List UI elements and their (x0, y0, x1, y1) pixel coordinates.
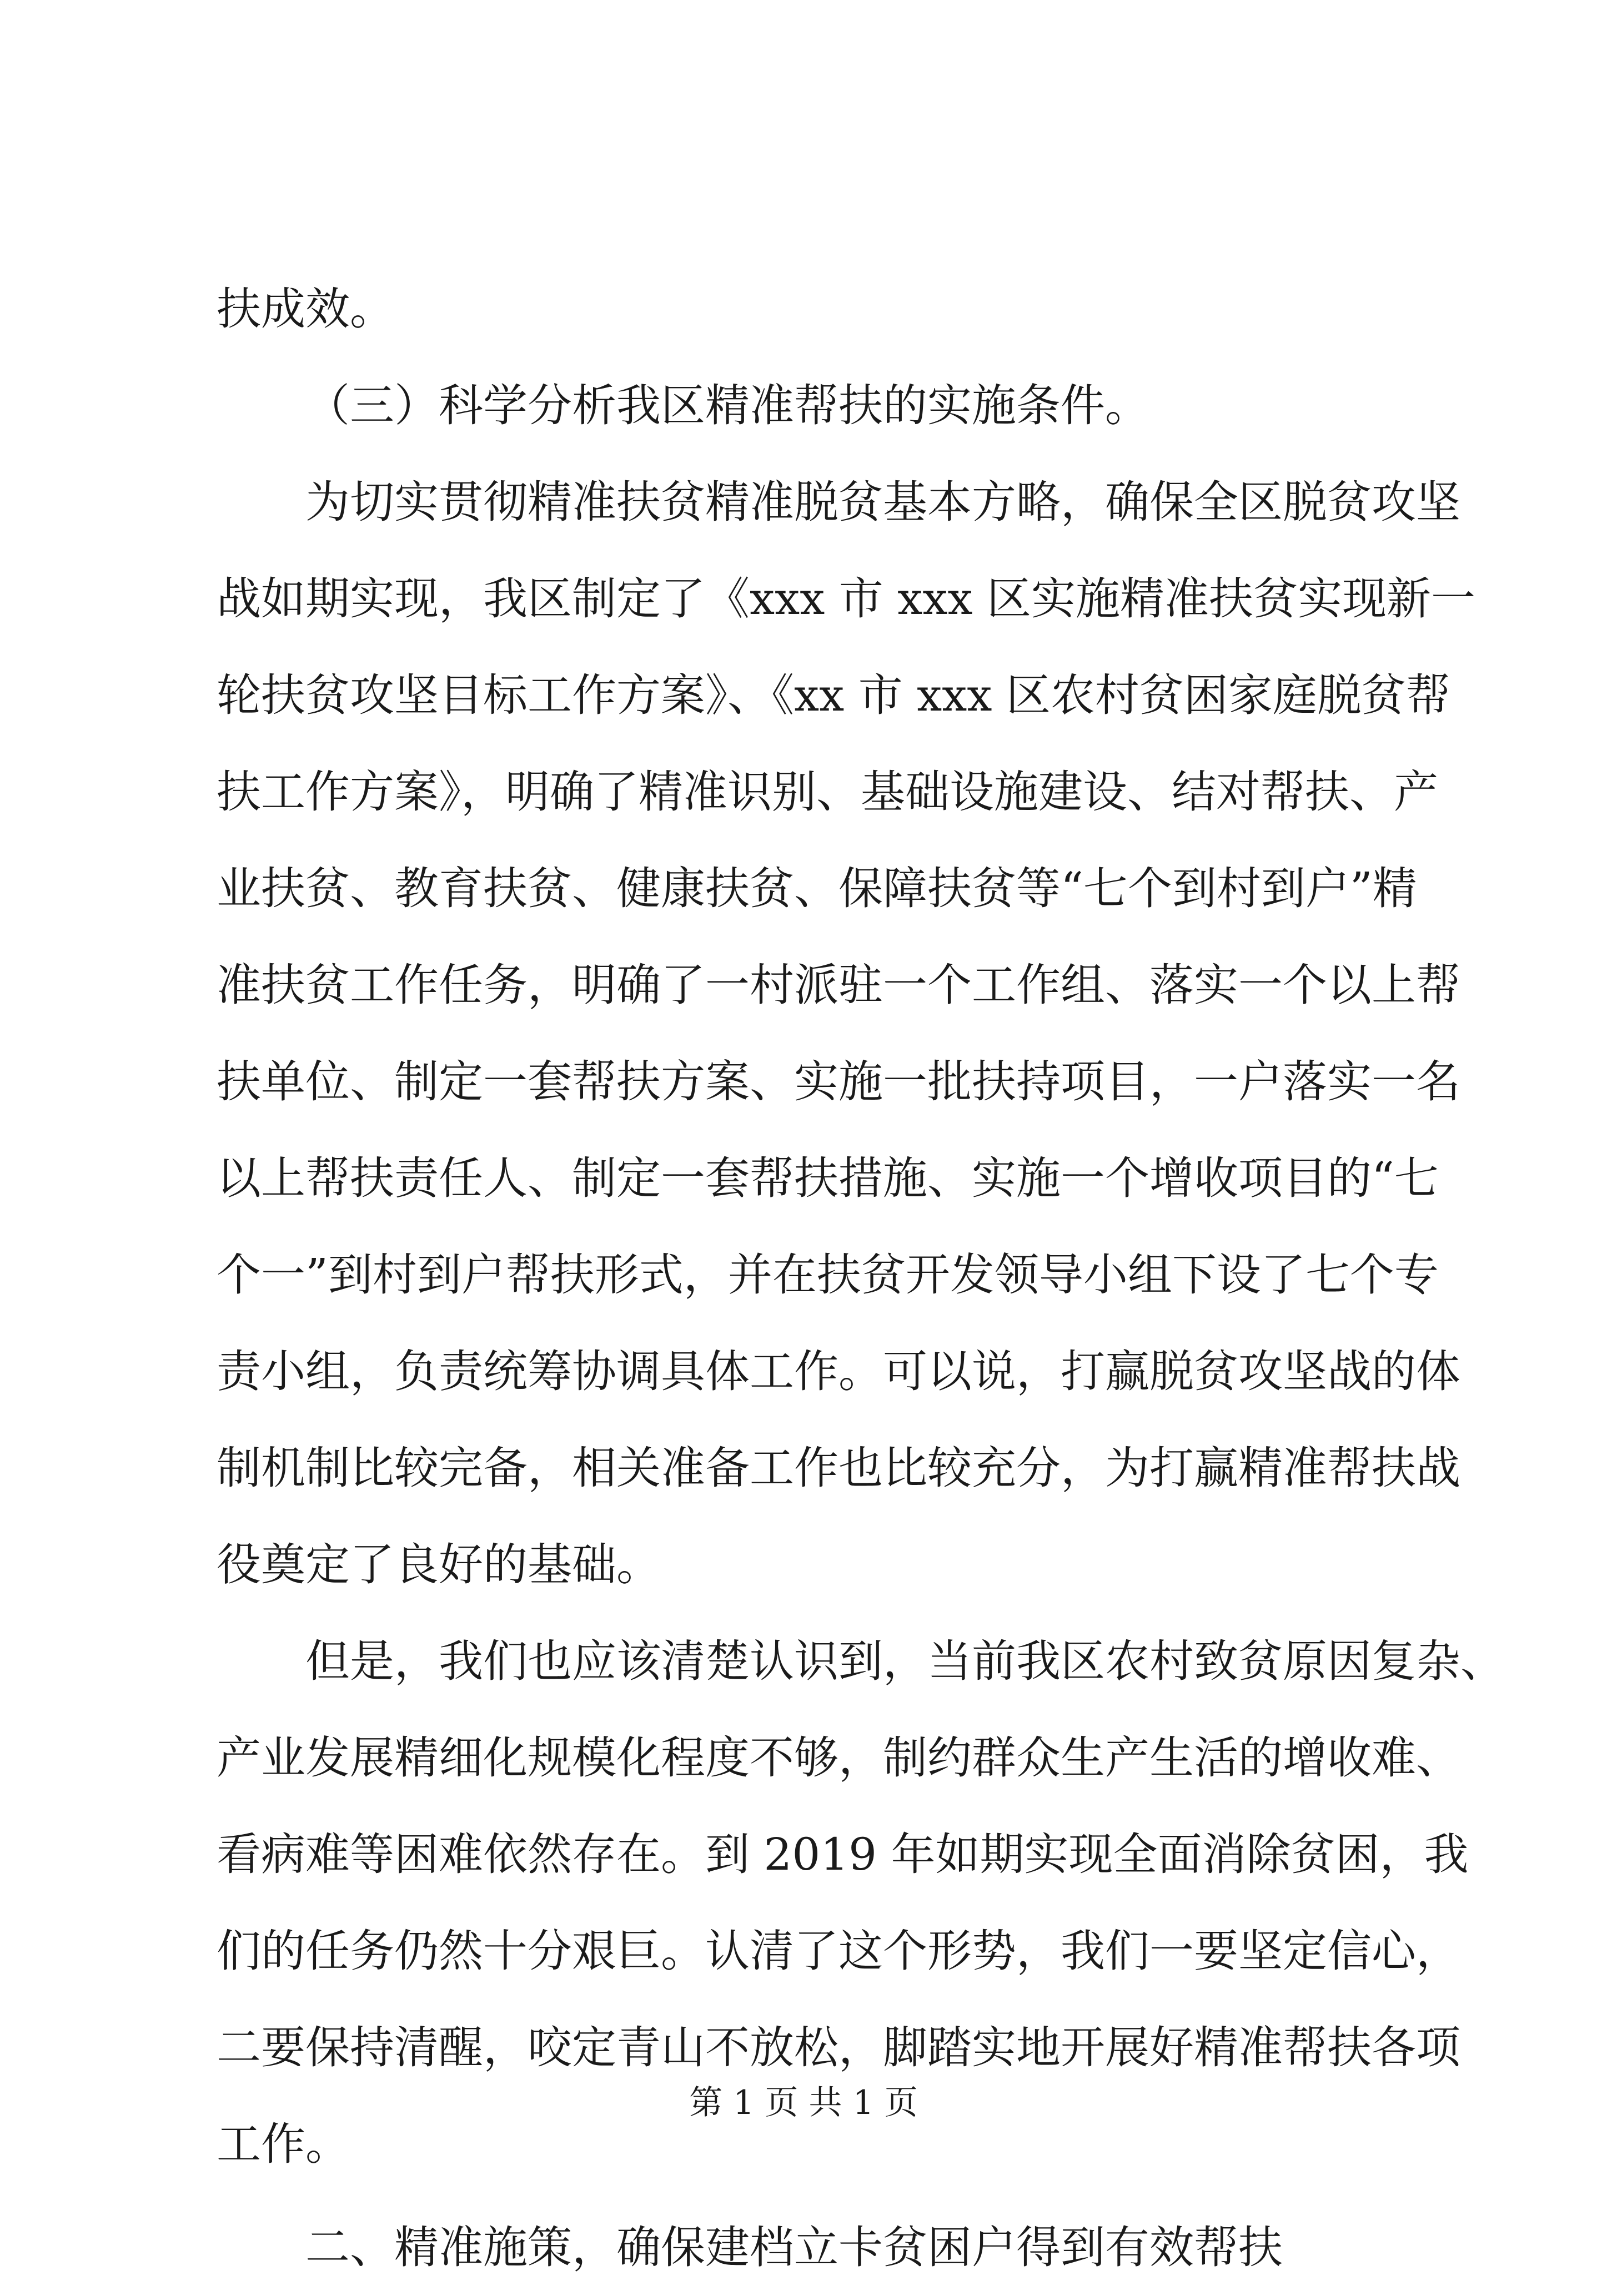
paragraph-line: 为切实贯彻精准扶贫精准脱贫基本方略，确保全区脱贫攻坚 (305, 476, 1460, 528)
paragraph-line: 个一”到村到户帮扶形式，并在扶贫开发领导小组下设了七个专 (217, 1249, 1439, 1301)
paragraph-line: 看病难等困难依然存在。到 2019 年如期实现全面消除贫困，我 (217, 1829, 1469, 1880)
paragraph-line: 准扶贫工作任务，明确了一村派驻一个工作组、落实一个以上帮 (217, 959, 1460, 1011)
paragraph-line: 业扶贫、教育扶贫、健康扶贫、保障扶贫等“七个到村到户”精 (217, 863, 1417, 914)
paragraph-line: 二要保持清醒，咬定青山不放松，脚踏实地开展好精准帮扶各项 (217, 2022, 1460, 2073)
paragraph-line: 扶单位、制定一套帮扶方案、实施一批扶持项目，一户落实一名 (217, 1056, 1460, 1107)
paragraph-line: 产业发展精细化规模化程度不够，制约群众生产生活的增收难、 (217, 1732, 1460, 1784)
paragraph-line: 但是，我们也应该清楚认识到，当前我区农村致贫原因复杂、 (305, 1635, 1505, 1687)
paragraph-line: 制机制比较完备，相关准备工作也比较充分，为打赢精准帮扶战 (217, 1442, 1460, 1494)
paragraph-line: 以上帮扶责任人、制定一套帮扶措施、实施一个增收项目的“七 (217, 1152, 1439, 1204)
paragraph-line: 役奠定了良好的基础。 (217, 1539, 661, 1590)
paragraph-line: 战如期实现，我区制定了《xxx 市 xxx 区实施精准扶贫实现新一 (217, 573, 1475, 625)
paragraph-line: 工作。 (217, 2118, 350, 2170)
paragraph-line: 轮扶贫攻坚目标工作方案》、《xx 市 xxx 区农村贫困家庭脱贫帮 (217, 669, 1450, 721)
page-number: 第 1 页 共 1 页 (689, 2083, 918, 2122)
paragraph-line: 扶工作方案》，明确了精准识别、基础设施建设、结对帮扶、产 (217, 766, 1438, 818)
document-body (217, 261, 1505, 2296)
paragraph-line: 扶成效。 (217, 283, 394, 335)
section-heading: 二、精准施策，确保建档立卡贫困户得到有效帮扶 (305, 2222, 1283, 2273)
section-heading: （三）科学分析我区精准帮扶的实施条件。 (305, 380, 1149, 431)
paragraph-line: 们的任务仍然十分艰巨。认清了这个形势，我们一要坚定信心， (217, 1925, 1460, 1977)
paragraph-line: 责小组，负责统筹协调具体工作。可以说，打赢脱贫攻坚战的体 (217, 1346, 1460, 1397)
